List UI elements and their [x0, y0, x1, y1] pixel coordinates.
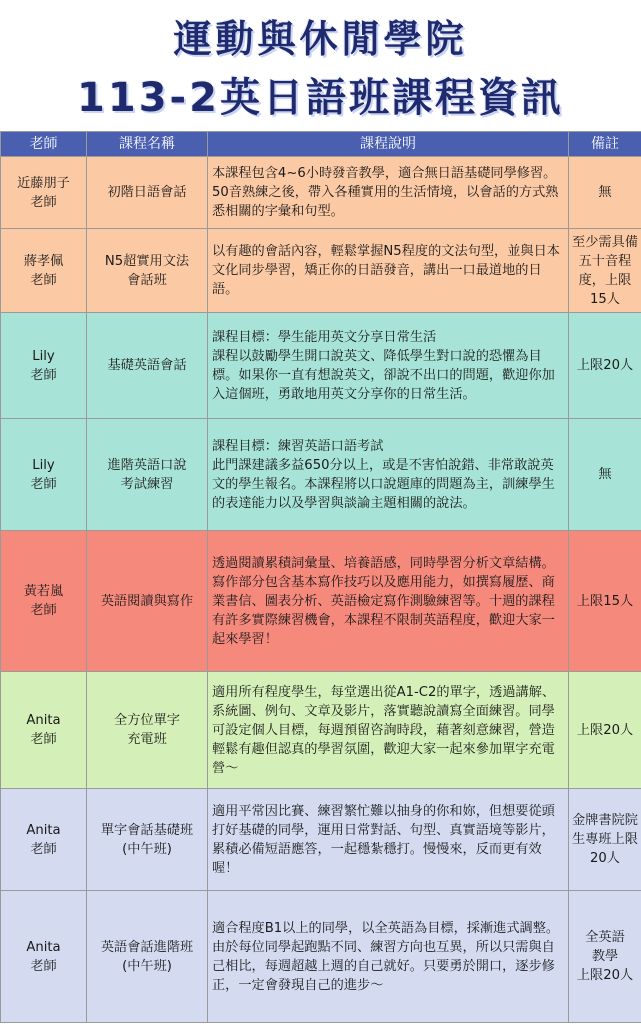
note-cell: 至少需具備五十音程度，上限15人 — [569, 229, 641, 313]
course-name-cell: 英語閱讀與寫作 — [87, 531, 208, 672]
table-row — [1, 891, 641, 1023]
course-description-cell: 適合程度B1以上的同學，以全英語為目標，採漸進式調整。由於每位同學起跑點不同、練習方向也互異，所以只需與自己相比，每週超越上週的自己就好。只要勇於開口，逐步修正，一定會發現自己的進步～ — [208, 891, 569, 1023]
note-cell: 上限20人 — [569, 672, 641, 789]
course-description-cell: 以有趣的會話內容，輕鬆掌握N5程度的文法句型，並與日本文化同步學習，矯正你的日語發音，講出一口最道地的日語。 — [208, 229, 569, 313]
column-header-description: 課程說明 — [208, 132, 569, 157]
course-name-cell: 初階日語會話 — [87, 157, 208, 229]
note-cell: 無 — [569, 157, 641, 229]
teacher-cell: Anita 老師 — [1, 789, 87, 891]
course-description-cell: 透過閱讀累積詞彙量、培養語感，同時學習分析文章結構。寫作部分包含基本寫作技巧以及應用能力，如撰寫履歷、商業書信、圖表分析、英語檢定寫作測驗練習等。十週的課程有許多實際練習機會，本課程不限制英語程度，歡迎大家一起來學習！ — [208, 531, 569, 672]
note-cell: 全英語 教學 上限20人 — [569, 891, 641, 1023]
table-header-row — [1, 132, 641, 157]
table-row — [1, 157, 641, 229]
table-row — [1, 672, 641, 789]
teacher-cell: 近藤朋子 老師 — [1, 157, 87, 229]
table-row — [1, 531, 641, 672]
teacher-cell: 黃若嵐 老師 — [1, 531, 87, 672]
teacher-cell: Lily 老師 — [1, 313, 87, 419]
course-description-cell: 適用所有程度學生，每堂選出從A1-C2的單字，透過講解、系統圖、例句、文章及影片，落實聽說讀寫全面練習。同學可設定個人目標，每週預留咨詢時段，藉著刻意練習，營造輕鬆有趣但認真的學習氛圍，歡迎大家一起來參加單字充電營～ — [208, 672, 569, 789]
teacher-cell: Anita 老師 — [1, 672, 87, 789]
course-name-cell: 全方位單字 充電班 — [87, 672, 208, 789]
page-title: 運動與休閒學院 — [173, 17, 468, 61]
column-header-course: 課程名稱 — [87, 132, 208, 157]
note-cell: 上限20人 — [569, 313, 641, 419]
course-name-cell: 單字會話基礎班 (中午班) — [87, 789, 208, 891]
column-header-teacher: 老師 — [1, 132, 87, 157]
note-cell: 金牌書院院生專班上限20人 — [569, 789, 641, 891]
course-name-cell: 英語會話進階班 (中午班) — [87, 891, 208, 1023]
table-row — [1, 419, 641, 531]
teacher-cell: 蔣孝佩 老師 — [1, 229, 87, 313]
column-header-note: 備註 — [569, 132, 641, 157]
note-cell: 無 — [569, 419, 641, 531]
course-name-cell: 基礎英語會話 — [87, 313, 208, 419]
table-row — [1, 789, 641, 891]
page-subtitle: 113-2英日語班課程資訊 — [77, 75, 564, 121]
course-description-cell: 本課程包含4~6小時發音教學，適合無日語基礎同學修習。50音熟練之後，帶入各種實用的生活情境，以會話的方式熟悉相關的字彙和句型。 — [208, 157, 569, 229]
course-description-cell: 課程目標：練習英語口語考試 此門課建議多益650分以上，或是不害怕說錯、非常敢說英文的學生報名。本課程將以口說題庫的問題為主，訓練學生的表達能力以及學習與談論主題相關的說法。 — [208, 419, 569, 531]
table-row — [1, 313, 641, 419]
teacher-cell: Lily 老師 — [1, 419, 87, 531]
course-table — [0, 131, 641, 1023]
course-description-cell: 適用平常因比賽、練習繁忙難以抽身的你和妳，但想要從頭打好基礎的同學，運用日常對話、句型、真實語境等影片，累積必備短語應答，一起穩紮穩打。慢慢來，反而更有效喔！ — [208, 789, 569, 891]
course-name-cell: 進階英語口說 考試練習 — [87, 419, 208, 531]
table-row — [1, 229, 641, 313]
page-header — [0, 0, 641, 130]
teacher-cell: Anita 老師 — [1, 891, 87, 1023]
note-cell: 上限15人 — [569, 531, 641, 672]
course-name-cell: N5超實用文法 會話班 — [87, 229, 208, 313]
course-description-cell: 課程目標：學生能用英文分享日常生活 課程以鼓勵學生開口說英文、降低學生對口說的恐懼為目標。如果你一直有想說英文，卻說不出口的問題，歡迎你加入這個班，勇敢地用英文分享你的日常生活。 — [208, 313, 569, 419]
